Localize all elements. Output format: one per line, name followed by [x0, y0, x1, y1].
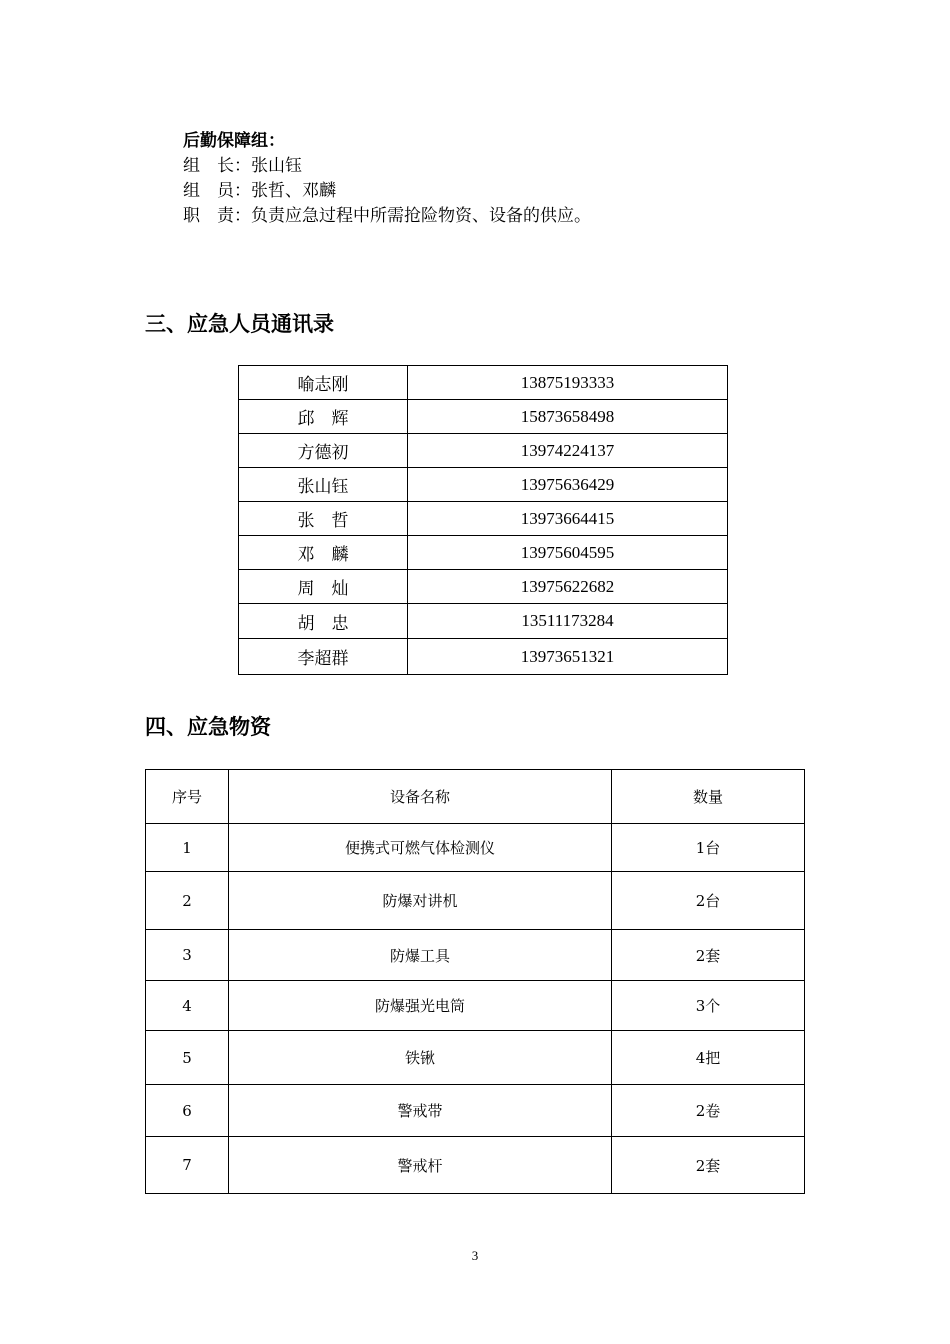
column-header-name: 设备名称 [229, 770, 612, 824]
contact-phone: 13975622682 [408, 570, 728, 604]
logistics-duty: 职 责：负责应急过程中所需抢险物资、设备的供应。 [183, 206, 591, 226]
supply-no: 1 [146, 824, 229, 872]
contact-name: 邱 辉 [239, 400, 408, 434]
table-row [146, 1137, 805, 1194]
table-row [239, 536, 728, 570]
page-number: 3 [471, 1248, 479, 1263]
supplies-section-title: 四、应急物资 [145, 715, 271, 739]
column-header-no: 序号 [146, 770, 229, 824]
table-header-row [146, 770, 805, 824]
table-row [146, 872, 805, 930]
supply-qty: 2卷 [612, 1085, 805, 1137]
table-row [239, 502, 728, 536]
supply-name: 防爆对讲机 [229, 872, 612, 930]
supply-no: 5 [146, 1031, 229, 1085]
contact-phone: 13973664415 [408, 502, 728, 536]
contact-phone: 13975604595 [408, 536, 728, 570]
contact-name: 张山钰 [239, 468, 408, 502]
logistics-members: 组 员：张哲、邓麟 [183, 181, 336, 201]
contact-phone: 13975636429 [408, 468, 728, 502]
supply-name: 防爆工具 [229, 930, 612, 981]
supply-qty: 4把 [612, 1031, 805, 1085]
contact-name: 周 灿 [239, 570, 408, 604]
table-row [146, 981, 805, 1031]
table-row [239, 639, 728, 675]
supplies-table [145, 769, 805, 1194]
table-row [239, 570, 728, 604]
contact-phone: 13973651321 [408, 639, 728, 675]
table-row [146, 824, 805, 872]
supply-no: 4 [146, 981, 229, 1031]
contact-phone: 13511173284 [408, 604, 728, 639]
contact-name: 邓 麟 [239, 536, 408, 570]
contacts-section-title: 三、应急人员通讯录 [145, 312, 334, 336]
contact-name: 方德初 [239, 434, 408, 468]
column-header-qty: 数量 [612, 770, 805, 824]
supply-qty: 3个 [612, 981, 805, 1031]
supply-no: 3 [146, 930, 229, 981]
table-row [239, 400, 728, 434]
logistics-leader: 组 长：张山钰 [183, 156, 302, 176]
table-row [146, 930, 805, 981]
supply-name: 防爆强光电筒 [229, 981, 612, 1031]
supply-qty: 1台 [612, 824, 805, 872]
contact-name: 胡 忠 [239, 604, 408, 639]
supply-qty: 2套 [612, 1137, 805, 1194]
table-row [239, 468, 728, 502]
table-row [239, 366, 728, 400]
supply-no: 6 [146, 1085, 229, 1137]
supply-name: 警戒杆 [229, 1137, 612, 1194]
contact-name: 李超群 [239, 639, 408, 675]
contact-phone: 13974224137 [408, 434, 728, 468]
logistics-group-title: 后勤保障组： [183, 131, 285, 151]
supply-qty: 2套 [612, 930, 805, 981]
contact-phone: 15873658498 [408, 400, 728, 434]
table-row [239, 604, 728, 639]
table-row [146, 1031, 805, 1085]
supply-no: 2 [146, 872, 229, 930]
table-row [146, 1085, 805, 1137]
contacts-table [238, 365, 728, 675]
table-row [239, 434, 728, 468]
supply-qty: 2台 [612, 872, 805, 930]
supply-name: 警戒带 [229, 1085, 612, 1137]
contact-name: 喻志刚 [239, 366, 408, 400]
contact-name: 张 哲 [239, 502, 408, 536]
supply-name: 便携式可燃气体检测仪 [229, 824, 612, 872]
supply-no: 7 [146, 1137, 229, 1194]
contact-phone: 13875193333 [408, 366, 728, 400]
supply-name: 铁锹 [229, 1031, 612, 1085]
